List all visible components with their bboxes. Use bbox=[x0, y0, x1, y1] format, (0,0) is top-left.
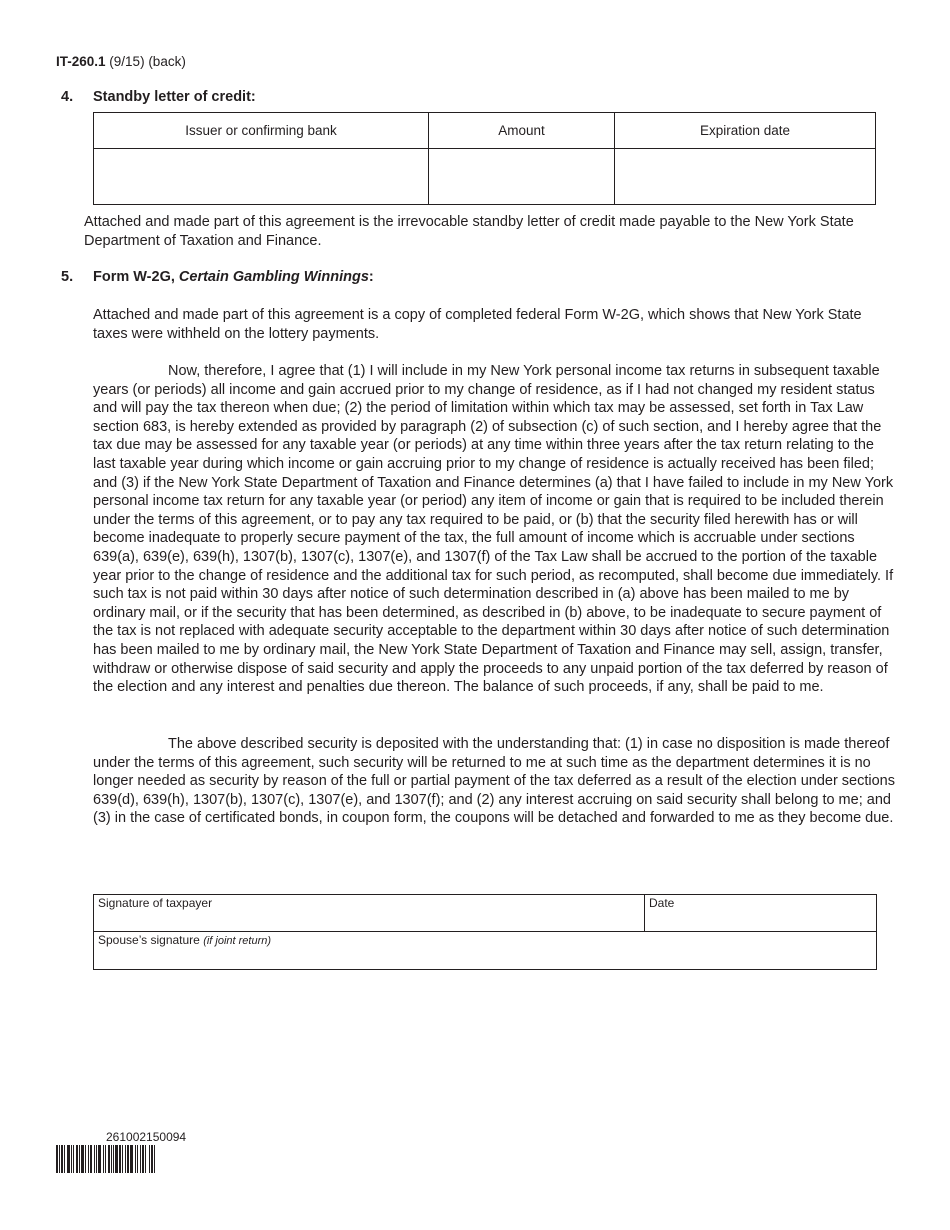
barcode-bar bbox=[111, 1145, 112, 1173]
amount-header: Amount bbox=[429, 113, 615, 149]
barcode-bar bbox=[64, 1145, 65, 1173]
barcode-bar bbox=[108, 1145, 110, 1173]
barcode-bar bbox=[79, 1145, 80, 1173]
barcode-bar bbox=[85, 1145, 86, 1173]
barcode-bar bbox=[154, 1145, 155, 1173]
section-5-heading bbox=[0, 269, 950, 289]
spouse-signature-text: Spouse’s signature bbox=[98, 933, 204, 947]
form-revision: (9/15) (back) bbox=[109, 54, 186, 69]
issuer-bank-field[interactable] bbox=[94, 149, 429, 205]
barcode-bar bbox=[71, 1145, 72, 1173]
barcode-icon bbox=[56, 1145, 240, 1173]
barcode-bar bbox=[61, 1145, 63, 1173]
barcode-bar bbox=[127, 1145, 129, 1173]
barcode-bar bbox=[151, 1145, 153, 1173]
section-5-title-italic: Certain Gambling Winnings bbox=[178, 269, 369, 285]
form-identifier bbox=[56, 54, 186, 69]
barcode-bar bbox=[67, 1145, 70, 1173]
section-5-number: 5. bbox=[61, 269, 74, 285]
joint-return-note: (if joint return) bbox=[203, 935, 272, 947]
taxpayer-signature-label: Signature of taxpayer bbox=[98, 896, 213, 910]
barcode-bar bbox=[76, 1145, 78, 1173]
barcode-bar bbox=[119, 1145, 121, 1173]
barcode-bar bbox=[88, 1145, 89, 1173]
barcode-bar bbox=[56, 1145, 58, 1173]
barcode-bar bbox=[105, 1145, 106, 1173]
barcode-bar bbox=[59, 1145, 60, 1173]
section-4-note: Attached and made part of this agreement is the irrevocable standby letter of credit made payable to the New York State Department of Taxation and Finance. bbox=[84, 214, 854, 249]
section-4-number: 4. bbox=[61, 89, 74, 105]
barcode-bar bbox=[135, 1145, 136, 1173]
barcode-bar bbox=[81, 1145, 84, 1173]
taxpayer-signature-field[interactable] bbox=[94, 895, 645, 932]
barcode-bar bbox=[145, 1145, 146, 1173]
section-5-title-prefix: Form W-2G, bbox=[93, 269, 179, 285]
barcode-bar bbox=[90, 1145, 92, 1173]
section-5-title-suffix: : bbox=[368, 269, 374, 285]
barcode-bar bbox=[142, 1145, 144, 1173]
barcode-bar bbox=[115, 1145, 118, 1173]
spouse-signature-label bbox=[98, 933, 271, 947]
date-field[interactable] bbox=[645, 895, 876, 932]
agreement-paragraph-1: Now, therefore, I agree that (1) I will include in my New York personal income tax returns in subsequent taxable years (or periods) all income and gain accrued prior to my change of residence, as if I had not changed my resident status and will pay the tax thereon when due; (2) the period of limitation within which tax may be assessed, set forth in Tax Law section 683, is hereby extended as provided by paragraph (2) of subsection (c) of such section, and I hereby agree that the tax due may be assessed for any taxable year (or periods) at any time within three years after the tax return relating to the last taxable year during which income or gain accruing prior to my change of residence is actually received has been filed; and (3) if the New York State Department of Taxation and Finance determines (a) that I have failed to include in my New York personal income tax return for any taxable year (or period) any item of income or gain that is required to be included therein under the terms of this agreement, or to pay any tax required to be paid, or (b) that the security filed herewith has or will become inadequate to properly secure payment of the tax, the full amount of income which is accruable under sections 639(a), 639(e), 639(h), 1307(b), 1307(c), 1307(e), and 1307(f) of the Tax Law shall be accrued to the portion of the taxable year prior to the change of residence and the additional tax for such period, as recomputed, shall become due immediately. If such tax is not paid within 30 days after notice of such determination described in (a) above has been mailed to me by ordinary mail, or if the security that has been determined, as described in (b) above, to be inadequate to secure payment of the tax is not replaced with adequate security acceptable to the department within 30 days after notice of such determination has been mailed to me by ordinary mail, the New York State Department of Taxation and Finance may sell, assign, transfer, withdraw or otherwise dispose of said security and apply the proceeds to any unpaid portion of the tax deferred by reason of the election and any interest and penalties due thereon. The balance of such proceeds, if any, shall be paid to me. bbox=[93, 363, 894, 696]
section-5-title bbox=[93, 269, 374, 285]
barcode-bar bbox=[98, 1145, 101, 1173]
issuer-bank-header: Issuer or confirming bank bbox=[94, 113, 429, 149]
barcode-bar bbox=[103, 1145, 104, 1173]
barcode-bar bbox=[130, 1145, 133, 1173]
date-label: Date bbox=[649, 896, 675, 910]
barcode-bar bbox=[96, 1145, 97, 1173]
form-code: IT-260.1 bbox=[56, 54, 106, 69]
barcode-bar bbox=[113, 1145, 114, 1173]
section-4-title: Standby letter of credit: bbox=[93, 89, 256, 105]
barcode-bar bbox=[137, 1145, 138, 1173]
signature-block bbox=[93, 894, 877, 970]
barcode-bar bbox=[149, 1145, 150, 1173]
table-header-row bbox=[94, 113, 876, 149]
spouse-signature-field[interactable] bbox=[94, 932, 876, 969]
section-4-heading bbox=[0, 89, 950, 109]
barcode-bar bbox=[125, 1145, 126, 1173]
barcode-bar bbox=[122, 1145, 123, 1173]
barcode-bar bbox=[94, 1145, 95, 1173]
expiration-date-header: Expiration date bbox=[615, 113, 876, 149]
amount-field[interactable] bbox=[429, 149, 615, 205]
expiration-date-field[interactable] bbox=[615, 149, 876, 205]
table-entry-row bbox=[94, 149, 876, 205]
barcode-bar bbox=[140, 1145, 141, 1173]
barcode-number: 261002150094 bbox=[106, 1130, 187, 1144]
agreement-paragraph-2: The above described security is deposited with the understanding that: (1) in case no disposition is made thereof under the terms of this agreement, such security will be returned to me at such time as the department determines it is no longer needed as security by reason of the full or partial payment of the tax deferred as a result of the election under sections 639(d), 639(h), 1307(b), 1307(c), 1307(e), and 1307(f); and (2) any interest accruing on said security shall belong to me; and (3) in the case of certificated bonds, in coupon form, the coupons will be detached and forwarded to me as they become due. bbox=[93, 736, 895, 827]
letter-of-credit-table bbox=[93, 112, 876, 205]
barcode-bar bbox=[73, 1145, 74, 1173]
section-5-note: Attached and made part of this agreement is a copy of completed federal Form W-2G, which shows that New York State taxes were withheld on the lottery payments. bbox=[93, 307, 862, 342]
